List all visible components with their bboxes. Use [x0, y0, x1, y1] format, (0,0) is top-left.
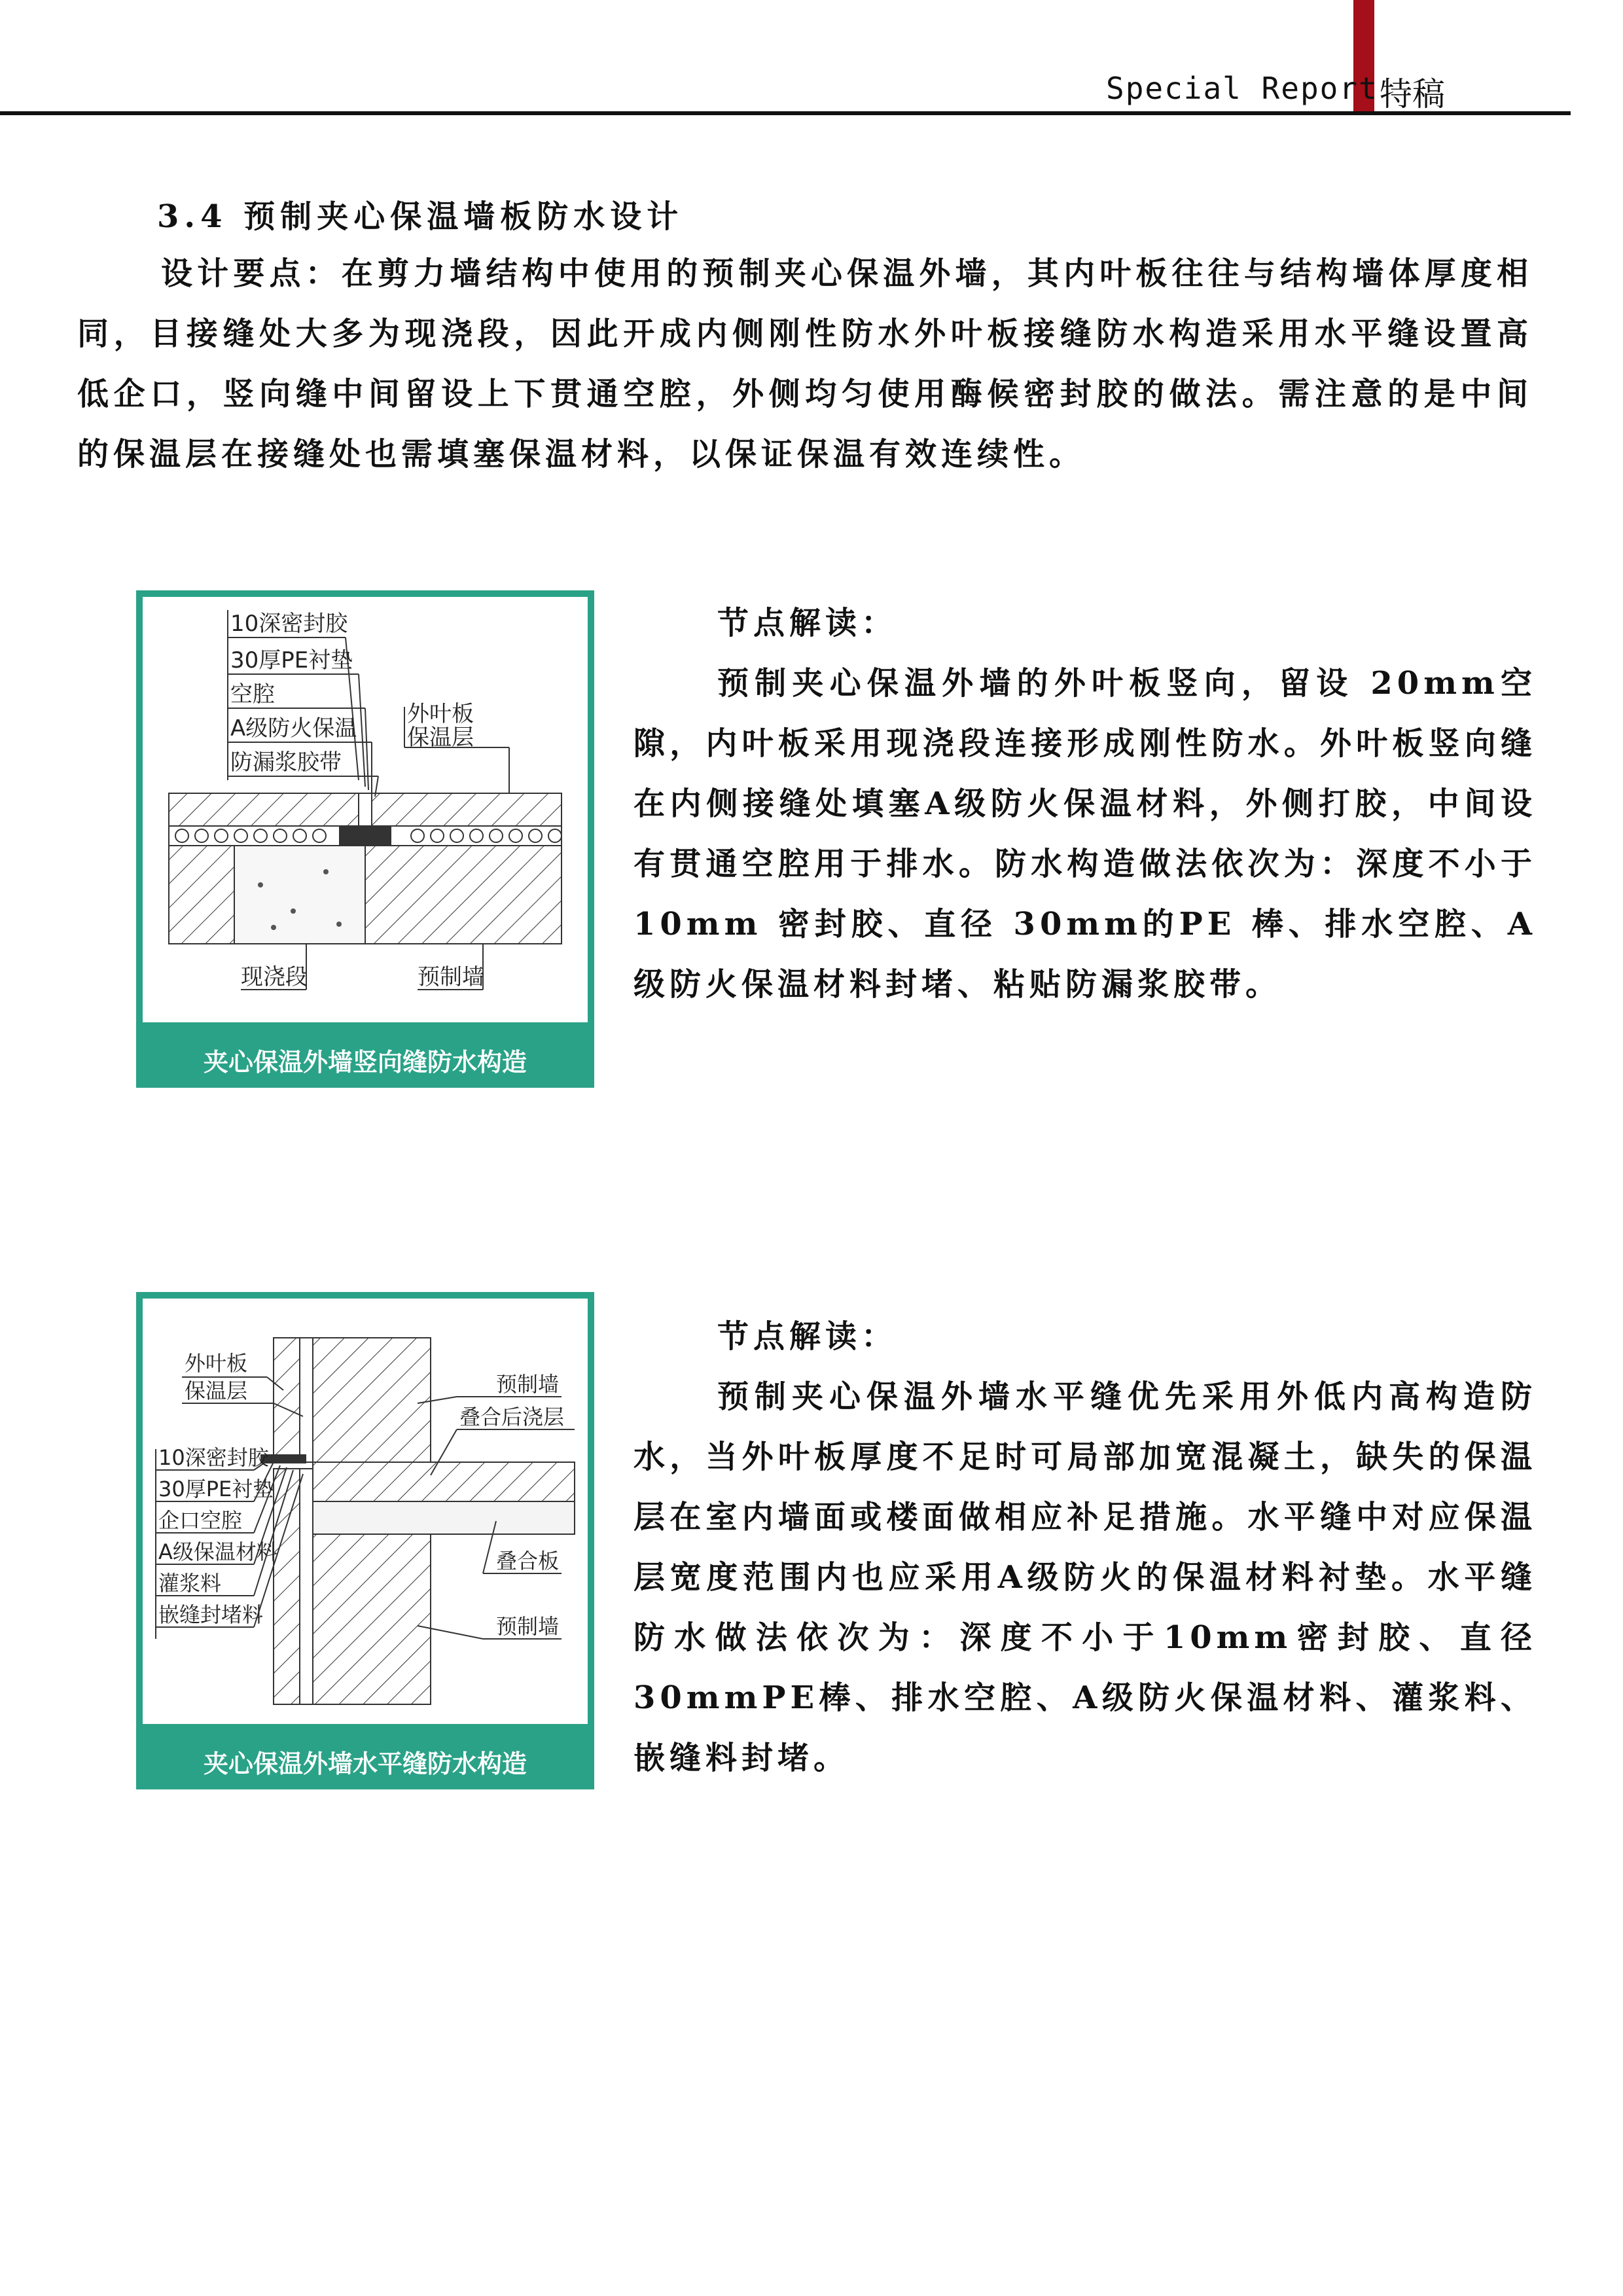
fig2-label-outer-leaf: 外叶板	[185, 1351, 248, 1376]
fig2-upper-outer-leaf	[274, 1338, 300, 1462]
section-title: 3.4 预制夹心保温墙板防水设计	[157, 198, 684, 235]
fig1-label-insulation-layer: 保温层	[407, 725, 474, 751]
fig2-upper-precast-wall	[313, 1338, 431, 1462]
fig2-lower-insulation	[300, 1469, 313, 1704]
fig2-label-cavity: 企口空腔	[158, 1508, 243, 1533]
fig2-lower-precast-wall	[313, 1534, 431, 1704]
fig1-label-cast-section: 现浇段	[241, 964, 308, 990]
fig1-label-a-insulation: A级防火保温	[230, 715, 357, 742]
fig2-label-a-insulation: A级保温材料	[158, 1539, 277, 1564]
note-horizontal-joint-heading: 节点解读：	[717, 1318, 898, 1355]
note-horizontal-joint	[633, 1306, 1537, 1788]
header-rule	[0, 111, 1571, 115]
section-intro: 设计要点：在剪力墙结构中使用的预制夹心保温外墙，其内叶板往往与结构墙体厚度相同，目接缝处大多为现浇段，因此开成内侧刚性防水外叶板接缝防水构造采用水平缝设置高低企口，竖向缝中间留设上下贯通空腔，外侧均匀使用酶候密封胶的做法。需注意的是中间的保温层在接缝处也需填塞保温材料，以保证保温有效连续性。	[77, 255, 1533, 473]
fig1-label-sealant: 10深密封胶	[230, 611, 348, 637]
fig2-label-insulation-layer: 保温层	[185, 1378, 248, 1403]
fig2-label-precast-wall-top: 预制墙	[496, 1372, 560, 1397]
fig1-label-tape: 防漏浆胶带	[230, 749, 342, 776]
fig1-label-cavity: 空腔	[230, 681, 275, 708]
fig1-label-precast-wall: 预制墙	[418, 964, 484, 990]
fig1-joint-gap	[359, 793, 372, 826]
note-vertical-joint-heading: 节点解读：	[717, 605, 898, 641]
fig2-composite-slab	[313, 1501, 575, 1534]
figure-vertical-joint	[136, 590, 594, 1088]
fig1-label-outer-leaf: 外叶板	[407, 701, 474, 727]
fig2-label-pe-backer: 30厚PE衬垫	[158, 1477, 274, 1501]
fig1-joint-fill	[339, 826, 391, 846]
vertical-joint-diagram	[143, 597, 588, 1022]
figure-horizontal-joint	[136, 1292, 594, 1789]
fig1-label-pe-backer: 30厚PE衬垫	[230, 647, 353, 673]
fig2-lower-outer-leaf	[274, 1469, 300, 1704]
note-horizontal-joint-text: 预制夹心保温外墙水平缝优先采用外低内高构造防水，当外叶板厚度不足时可局部加宽混凝土，缺失的保温层在室内墙面或楼面做相应补足措施。水平缝中对应保温层宽度范围内也应采用A级防火的保温材料衬垫。水平缝防水做法依次为：深度不小于10mm密封胶、直径30mmPE棒、排水空腔、A级防火保温材料、灌浆料、嵌缝料封堵。	[633, 1378, 1537, 1776]
fig1-cast-in-place	[234, 846, 365, 944]
fig2-label-grout: 灌浆料	[158, 1571, 222, 1596]
note-vertical-joint-text: 预制夹心保温外墙的外叶板竖向，留设 20mm空隙，内叶板采用现浇段连接形成刚性防水。外叶板竖向缝在内侧接缝处填塞A级防火保温材料，外侧打胶，中间设有贯通空腔用于排水。防水构造做法依次为：深度不小于 10mm 密封胶、直径 30mm的PE 棒、排水空腔、A级防火保温材料封堵、粘贴防漏浆胶带。	[633, 665, 1537, 1003]
figure-horizontal-joint-drawing	[143, 1299, 588, 1724]
figure-horizontal-joint-caption: 夹心保温外墙水平缝防水构造	[203, 1749, 527, 1778]
fig2-label-precast-wall-bottom: 预制墙	[496, 1614, 560, 1639]
fig2-label-topping: 叠合后浇层	[459, 1405, 565, 1429]
fig2-label-joint-filler: 嵌缝封堵料	[158, 1602, 264, 1627]
note-vertical-joint	[633, 593, 1537, 1014]
fig2-upper-insulation	[300, 1338, 313, 1462]
fig2-composite-topping	[313, 1462, 575, 1501]
horizontal-joint-diagram	[143, 1299, 588, 1724]
figure-vertical-joint-caption: 夹心保温外墙竖向缝防水构造	[203, 1048, 527, 1077]
fig2-label-sealant: 10深密封胶	[158, 1445, 269, 1470]
header-chinese-label: 特稿	[1380, 75, 1445, 113]
fig2-label-composite-slab: 叠合板	[496, 1549, 560, 1573]
figure-vertical-joint-drawing	[143, 597, 588, 1022]
header-english-label: Special Report	[1106, 71, 1378, 106]
